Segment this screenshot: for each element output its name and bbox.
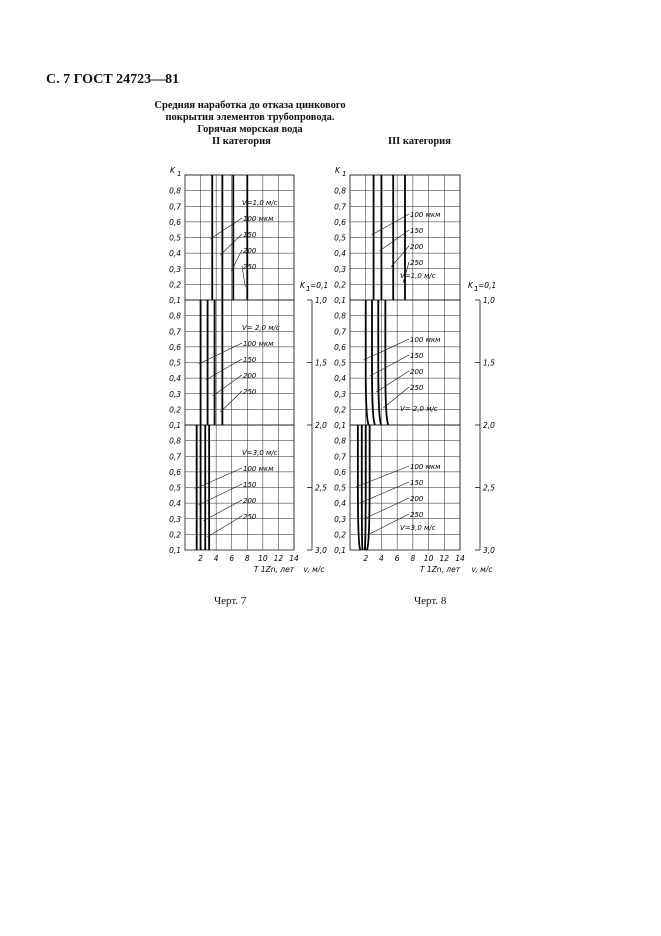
series-label: 100 мкм	[243, 465, 274, 473]
velocity-label: V= 2,0 м/с	[400, 405, 438, 413]
velocity-label: V=3,0 м/с	[400, 524, 436, 532]
series-label: 200	[410, 243, 424, 251]
y-tick-label: 0,5	[334, 358, 346, 368]
secondary-axis-tick-label: 1,5	[483, 358, 495, 368]
y-tick-label: 0,1	[169, 546, 181, 555]
y-tick-label: 0,5	[334, 483, 346, 493]
series-label: 250	[243, 263, 257, 271]
y-tick-label: 0,7	[334, 327, 346, 337]
series-leader-line	[356, 466, 409, 487]
y-tick-label: 0,1	[169, 421, 181, 430]
y-tick-label: 0,4	[334, 374, 346, 384]
series-label: 100 мкм	[243, 340, 274, 348]
left-secondary-axis-tick-label: 2,5	[315, 483, 327, 493]
series-label: 150	[243, 231, 257, 239]
left-secondary-axis-tick-label: 2,0	[315, 421, 327, 430]
secondary-axis-label: K	[468, 281, 473, 290]
y-tick-label: 0,3	[334, 389, 346, 399]
series-leader-line	[195, 468, 242, 489]
left-secondary-axis-tick-label: 3,0	[315, 546, 327, 555]
y-tick-label: 0,7	[334, 452, 346, 462]
y-tick-label: 0,1	[169, 296, 181, 305]
velocity-label: V=3,0 м/с	[242, 449, 278, 457]
y-tick-label: 0,7	[169, 327, 181, 337]
left-secondary-axis-label: K	[300, 281, 305, 290]
series-label: 200	[243, 247, 257, 255]
y-tick-label: 0,5	[169, 483, 181, 493]
series-label: 100 мкм	[410, 211, 441, 219]
y-tick-label: 0,8	[334, 311, 346, 321]
x-tick-label: 4	[379, 554, 384, 563]
series-label: 100 мкм	[410, 336, 441, 344]
series-label: 100 мкм	[243, 215, 274, 223]
series-curve	[362, 425, 363, 550]
x-tick-label: 12	[439, 554, 450, 563]
series-label: 250	[410, 511, 424, 519]
x-tick-label: 6	[394, 554, 400, 563]
y-axis-label: K	[335, 166, 340, 175]
y-tick-label: 0,1	[334, 421, 346, 430]
y-tick-label: 0,6	[334, 342, 346, 352]
series-label: 150	[243, 481, 257, 489]
series-label: 250	[410, 259, 424, 267]
left-secondary-axis-value: =0,1	[310, 281, 329, 290]
y-tick-label: 0,2	[169, 280, 181, 290]
y-tick-label: 0,4	[334, 499, 346, 509]
series-leader-line	[364, 339, 409, 360]
y-tick-label: 0,8	[169, 311, 181, 321]
series-leader-line	[372, 214, 409, 235]
x-tick-label: 8	[410, 554, 416, 563]
category-label-right: III категория	[388, 136, 451, 147]
y-axis-subscript: 1	[342, 170, 347, 178]
x-tick-label: 10	[258, 554, 268, 563]
velocity-label: V= 2,0 м/с	[242, 324, 280, 332]
series-label: 200	[410, 368, 424, 376]
series-leader-line	[207, 516, 242, 537]
series-leader-line	[220, 391, 242, 412]
series-label: 250	[243, 388, 257, 396]
y-tick-label: 0,8	[334, 186, 346, 196]
series-label: 150	[410, 227, 424, 235]
category-label-left: II категория	[212, 136, 271, 147]
left-secondary-axis-tick-label: 1,0	[315, 296, 327, 305]
series-leader-line	[370, 355, 409, 376]
secondary-axis-subscript: 1	[474, 285, 479, 293]
x-tick-label: 2	[363, 554, 369, 563]
y-tick-label: 0,4	[334, 249, 346, 259]
y-tick-label: 0,6	[334, 217, 346, 227]
series-label: 150	[410, 352, 424, 360]
series-leader-line	[360, 482, 409, 503]
series-leader-line	[220, 234, 242, 255]
secondary-axis-tick-label: 2,0	[483, 421, 495, 430]
secondary-axis-tick-label: 1,0	[483, 296, 495, 305]
left-secondary-axis-bottom-label: v, м/с	[303, 565, 325, 574]
y-tick-label: 0,6	[169, 467, 181, 477]
x-tick-label: 14	[455, 554, 465, 563]
y-tick-label: 0,3	[334, 514, 346, 524]
caption-left: Черт. 7	[214, 595, 247, 607]
y-tick-label: 0,7	[334, 202, 346, 212]
y-tick-label: 0,7	[169, 202, 181, 212]
y-axis-subscript: 1	[177, 170, 182, 178]
y-tick-label: 0,6	[334, 467, 346, 477]
left-secondary-axis-tick-label: 1,5	[315, 358, 327, 368]
y-tick-label: 0,8	[169, 436, 181, 446]
title-line-2: покрытия элементов трубопровода.	[165, 112, 335, 123]
x-axis-label: T 1Zn, лет	[253, 565, 295, 574]
series-label: 150	[243, 356, 257, 364]
y-tick-label: 0,2	[334, 280, 346, 290]
y-tick-label: 0,3	[334, 264, 346, 274]
secondary-axis-bottom-label: v, м/с	[471, 565, 493, 574]
y-tick-label: 0,5	[334, 233, 346, 243]
velocity-label: V=1,0 м/с	[242, 199, 278, 207]
series-label: 250	[410, 384, 424, 392]
caption-right: Черт. 8	[414, 595, 447, 607]
series-leader-line	[364, 498, 409, 519]
x-axis-label: T 1Zn, лет	[419, 565, 461, 574]
x-tick-label: 2	[198, 554, 203, 563]
series-label: 100 мкм	[410, 463, 441, 471]
y-tick-label: 0,5	[169, 358, 181, 368]
series-label: 200	[243, 372, 257, 380]
y-tick-label: 0,3	[169, 264, 181, 274]
y-tick-label: 0,6	[169, 217, 181, 227]
series-label: 250	[243, 513, 257, 521]
y-tick-label: 0,4	[169, 499, 181, 509]
series-label: 150	[410, 479, 424, 487]
y-tick-label: 0,2	[334, 405, 346, 415]
y-tick-label: 0,1	[334, 296, 346, 305]
x-tick-label: 14	[289, 554, 299, 563]
y-tick-label: 0,3	[169, 389, 181, 399]
series-label: 200	[243, 497, 257, 505]
series-label: 200	[410, 495, 424, 503]
y-tick-label: 0,8	[169, 186, 181, 196]
y-tick-label: 0,1	[334, 546, 346, 555]
x-tick-label: 4	[213, 554, 219, 563]
y-tick-label: 0,7	[169, 452, 181, 462]
x-tick-label: 6	[229, 554, 235, 563]
series-leader-line	[206, 359, 242, 380]
y-tick-label: 0,5	[169, 233, 181, 243]
series-leader-line	[210, 218, 242, 239]
y-tick-label: 0,4	[169, 249, 181, 259]
left-secondary-axis-subscript: 1	[306, 285, 311, 293]
y-tick-label: 0,4	[169, 374, 181, 384]
secondary-axis-value: =0,1	[478, 281, 497, 290]
x-tick-label: 12	[273, 554, 284, 563]
velocity-label: V=1,0 м/с	[400, 272, 436, 280]
y-axis-label: K	[170, 166, 175, 175]
x-tick-label: 8	[244, 554, 250, 563]
title-line-3: Горячая морская вода	[197, 124, 303, 135]
series-leader-line	[199, 343, 242, 364]
secondary-axis-tick-label: 2,5	[483, 483, 495, 493]
title-line-1: Средняя наработка до отказа цинкового	[154, 100, 346, 111]
page-header: С. 7 ГОСТ 24723—81	[46, 72, 180, 87]
y-tick-label: 0,2	[169, 405, 181, 415]
y-tick-label: 0,2	[169, 530, 181, 540]
y-tick-label: 0,3	[169, 514, 181, 524]
secondary-axis-tick-label: 3,0	[483, 546, 495, 555]
y-tick-label: 0,8	[334, 436, 346, 446]
y-tick-label: 0,2	[334, 530, 346, 540]
y-tick-label: 0,6	[169, 342, 181, 352]
x-tick-label: 10	[423, 554, 434, 563]
